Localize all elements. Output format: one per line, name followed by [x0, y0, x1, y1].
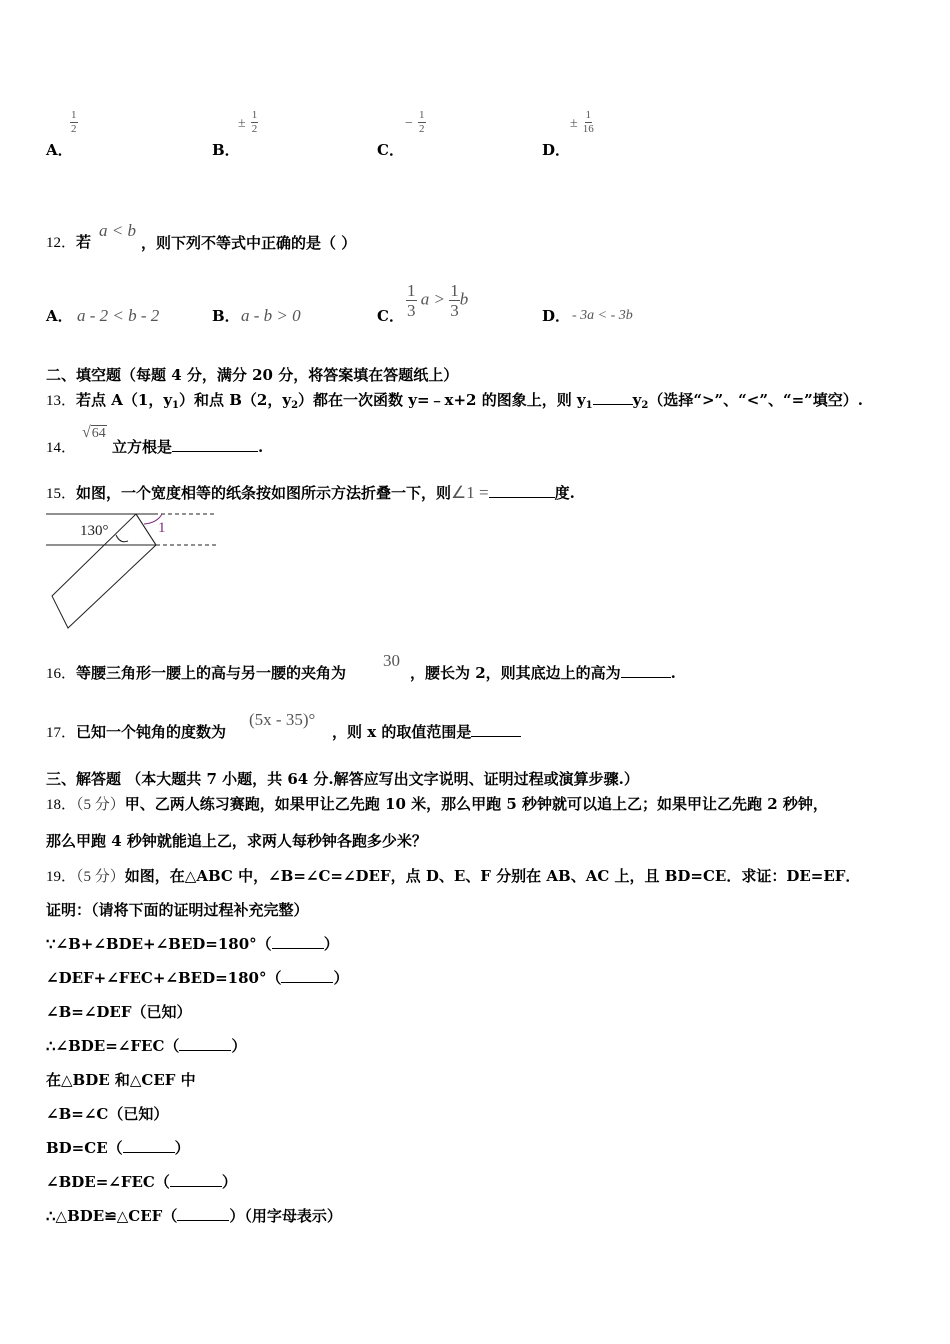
- q11-option-d[interactable]: D．: [542, 141, 571, 159]
- q19-proof-step: ∠BDE=∠FEC（ ）: [46, 1173, 237, 1191]
- q16: 16．等腰三角形一腰上的高与另一腰的夹角为: [46, 664, 347, 682]
- q12-option-c[interactable]: C．: [377, 307, 404, 325]
- q12-condition: a < b: [99, 221, 136, 240]
- q11-option-b[interactable]: B．: [212, 141, 240, 159]
- q12-option-d[interactable]: D．: [542, 307, 571, 325]
- fold-line: [136, 514, 156, 545]
- q14-answer-blank[interactable]: [172, 451, 258, 452]
- q19-step-reason-blank[interactable]: [123, 1152, 175, 1153]
- q17-expression: (5x - 35)°: [249, 710, 316, 729]
- q11-option-a-value: $\frac{1}{2}$: [71, 109, 77, 135]
- q18-line1: 18．（5 分）甲、乙两人练习赛跑，如果甲让乙先跑 10 米，那么甲跑 5 秒钟就可以追上乙；如果甲让乙先跑 2 秒钟，: [46, 795, 828, 813]
- q16-text2: ，腰长为 2，则其底边上的高为 .: [410, 664, 676, 682]
- q16-answer-blank[interactable]: [621, 677, 671, 678]
- q16-angle-value: 30: [383, 651, 400, 670]
- q17-answer-blank[interactable]: [471, 736, 521, 737]
- q14-text: 立方根是 .: [112, 438, 264, 456]
- q19-proof-step: ∴△BDE≌△CEF（ ）（用字母表示）: [46, 1207, 342, 1225]
- q12-stem-suffix: ，则下列不等式中正确的是（ ）: [141, 234, 357, 252]
- q11-option-c-value: − $\frac{1}{2}$: [405, 109, 425, 135]
- q19-step-reason-blank[interactable]: [177, 1220, 229, 1221]
- section3-title: 三、解答题 （本大题共 7 小题，共 64 分.解答应写出文字说明、证明过程或演算步骤.）: [46, 770, 639, 788]
- q19-proof-step: ∴∠BDE=∠FEC（ ）: [46, 1037, 247, 1055]
- q11-option-d-value: ± $\frac{1}{16}$: [570, 109, 594, 135]
- q12-option-d-expr: - 3a < - 3b: [572, 308, 633, 323]
- angle-1-label: 1: [158, 520, 166, 536]
- q12-option-a-expr: a - 2 < b - 2: [77, 306, 160, 325]
- q14-radical: √64: [82, 424, 106, 441]
- q17: 17．已知一个钝角的度数为: [46, 723, 227, 741]
- q19-proof-intro: 证明：（请将下面的证明过程补充完整）: [46, 901, 309, 919]
- q19-proof-step: 在△BDE 和△CEF 中: [46, 1071, 196, 1089]
- q13: 13．若点 A（1，$y_1$）和点 B（2，$y_2$）都在一次函数 y=﹣x+2 的图象上，则 $y_1$ $y_2$（选择“>”、“<”、“=”填空）.: [46, 391, 864, 411]
- q12-stem: 12．若: [46, 233, 92, 251]
- q19-proof-step: BD=CE（ ）: [46, 1139, 190, 1157]
- section2-title: 二、填空题（每题 4 分，满分 20 分，将答案填在答题纸上）: [46, 366, 459, 384]
- angle-130-arc: [116, 535, 128, 542]
- q13-answer-blank[interactable]: [593, 404, 633, 405]
- q19-step-reason-blank[interactable]: [272, 948, 324, 949]
- q19-proof-step: ∠DEF+∠FEC+∠BED=180°（ ）: [46, 969, 349, 987]
- angle-130-label: 130°: [80, 523, 109, 539]
- q17-text2: ，则 x 的取值范围是: [332, 722, 521, 742]
- q11-option-a[interactable]: A．: [46, 141, 73, 159]
- q15: 15．如图，一个宽度相等的纸条按如图所示方法折叠一下，则∠1 = 度.: [46, 483, 575, 502]
- q15-answer-blank[interactable]: [489, 497, 555, 498]
- q14: 14．: [46, 440, 77, 456]
- q19-proof-step: ∠B=∠DEF（已知）: [46, 1003, 192, 1021]
- q12-option-c-expr: $\frac{1}{3}$ a > $\frac{1}{3}$ b: [407, 281, 469, 320]
- q12-option-b[interactable]: B．: [212, 307, 240, 325]
- q11-option-c[interactable]: C．: [377, 141, 404, 159]
- q19-step-reason-blank[interactable]: [179, 1050, 231, 1051]
- q15-folded-strip-figure: [44, 508, 219, 636]
- q19-stem: 19．（5 分）如图，在△ABC 中，∠B=∠C=∠DEF，点 D、E、F 分别在 AB、AC 上，且 BD=CE．求证：DE=EF．: [46, 867, 861, 885]
- q19-step-reason-blank[interactable]: [281, 982, 333, 983]
- q19-proof-step: ∠B=∠C（已知）: [46, 1105, 169, 1123]
- q12-option-a[interactable]: A．: [46, 307, 73, 325]
- q12-option-b-expr: a - b > 0: [241, 306, 301, 325]
- q18-line2: 那么甲跑 4 秒钟就能追上乙，求两人每秒钟各跑多少米？: [46, 832, 427, 850]
- q11-option-b-value: ± $\frac{1}{2}$: [238, 109, 258, 135]
- q19-step-reason-blank[interactable]: [170, 1186, 222, 1187]
- q19-proof-step: ∵∠B+∠BDE+∠BED=180°（ ）: [46, 935, 339, 953]
